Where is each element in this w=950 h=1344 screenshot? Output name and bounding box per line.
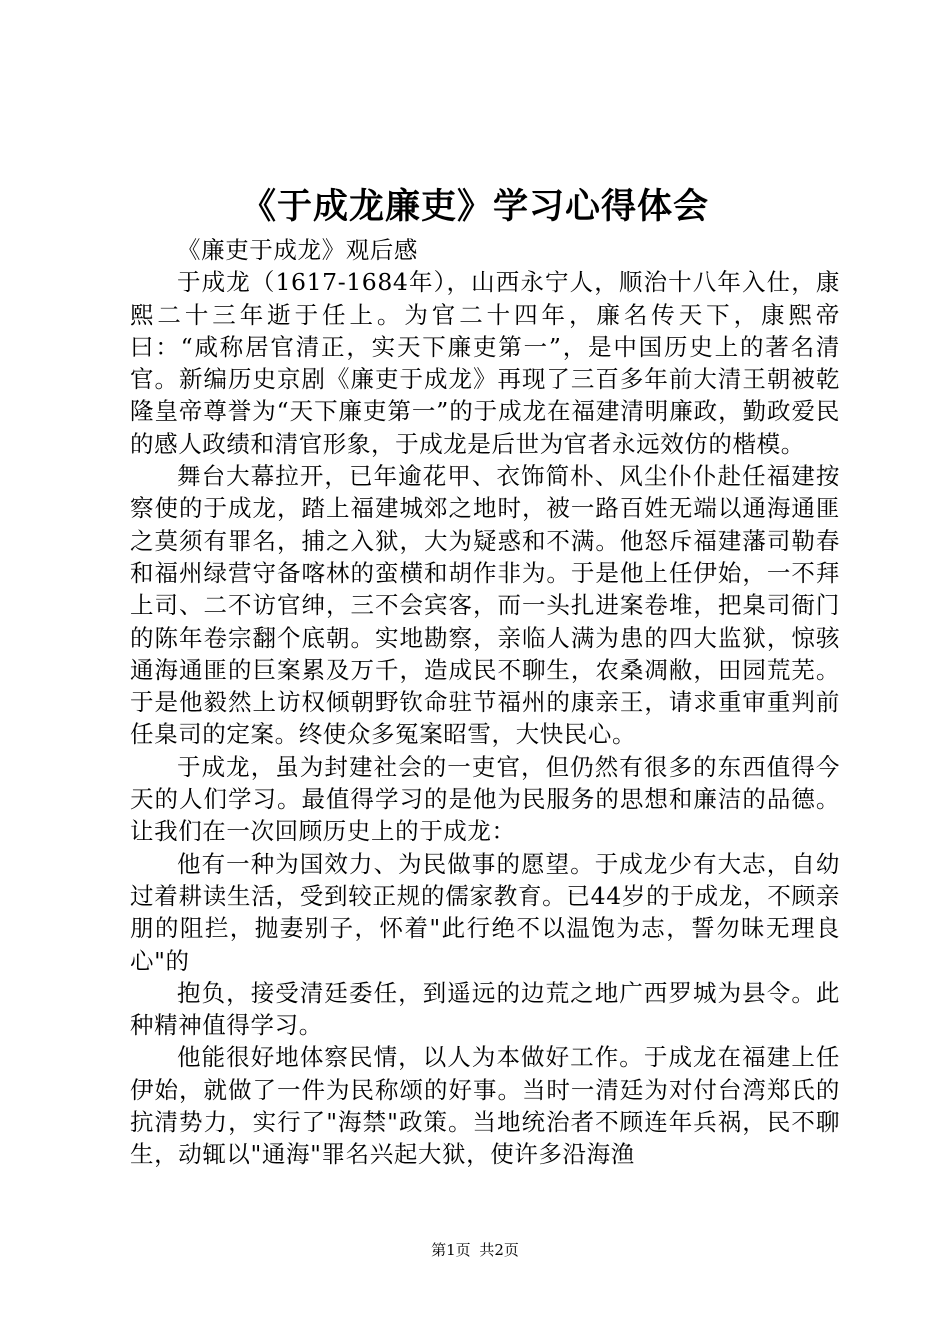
paragraph-stage: 舞台大幕拉开，已年逾花甲、衣饰简朴、风尘仆仆赴任福建按察使的于成龙，踏上福建城郊之地时，被一路百姓无端以通海通匪之莫须有罪名，捕之入狱，大为疑惑和不满。他怒斥福建藩司勒春和福州绿营守备喀林的蛮横和胡作非为。于是他上任伊始，一不拜上司、二不访官绅，三不会宾客，而一头扎进案卷堆，把臬司衙门的陈年卷宗翻个底朝。实地勘察，亲临人满为患的四大监狱，惊骇通海通匪的巨案累及万千，造成民不聊生，农桑凋敝，田园荒芜。于是他毅然上访权倾朝野钦命驻节福州的康亲王，请求重审重判前任臬司的定案。终使众多冤案昭雪，大快民心。	[130, 462, 840, 749]
document-body	[130, 234, 840, 1171]
paragraph-ambition-cont: 抱负，接受清廷委任，到遥远的边荒之地广西罗城为县令。此种精神值得学习。	[130, 978, 840, 1040]
document-title: 《于成龙廉吏》学习心得体会	[240, 187, 709, 227]
page-total: 共2页	[479, 1241, 519, 1259]
paragraph-ambition: 他有一种为国效力、为民做事的愿望。于成龙少有大志，自幼过着耕读生活，受到较正规的儒家教育。已44岁的于成龙，不顾亲朋的阻拦，抛妻别子，怀着"此行绝不以温饱为志，誓勿昧无理良心"的	[130, 849, 840, 975]
paragraph-lesson: 于成龙，虽为封建社会的一吏官，但仍然有很多的东西值得今天的人们学习。最值得学习的是他为民服务的思想和廉洁的品德。让我们在一次回顾历史上的于成龙：	[130, 752, 840, 846]
paragraph-subtitle: 《廉吏于成龙》观后感	[177, 236, 418, 264]
paragraph-intro: 于成龙（1617-1684年），山西永宁人，顺治十八年入仕，康熙二十三年逝于任上。为官二十四年，廉名传天下，康熙帝曰：“咸称居官清正，实天下廉吏第一”，是中国历史上的著名清官。新编历史京剧《廉吏于成龙》再现了三百多年前大清王朝被乾隆皇帝尊誉为“天下廉吏第一”的于成龙在福建清明廉政，勤政爱民的感人政绩和清官形象，于成龙是后世为官者永远效仿的楷模。	[130, 268, 840, 458]
paragraph-people: 他能很好地体察民情，以人为本做好工作。于成龙在福建上任伊始，就做了一件为民称颂的好事。当时一清廷为对付台湾郑氏的抗清势力，实行了"海禁"政策。当地统治者不顾连年兵祸，民不聊生，动辄以"通海"罪名兴起大狱，使许多沿海渔	[130, 1043, 840, 1169]
page-footer	[0, 1240, 950, 1260]
page-number: 第1页	[431, 1241, 471, 1259]
